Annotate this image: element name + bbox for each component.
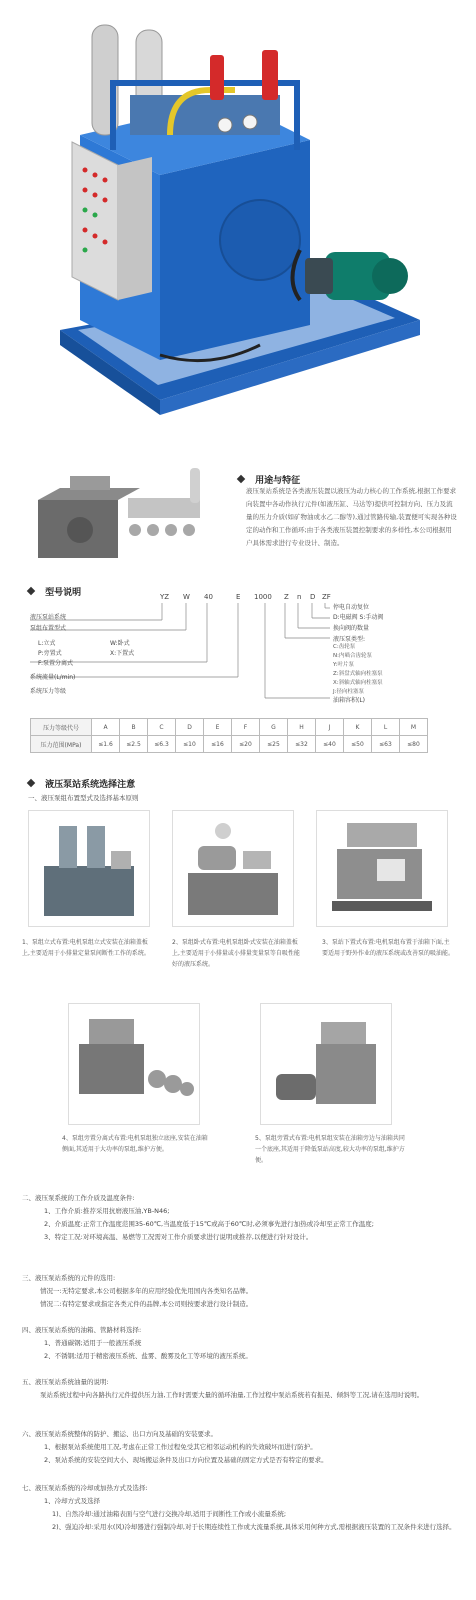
code-zf: ZF [322,593,331,601]
caption-4: 4、泵组旁置分离式布置:电机泵组独立底座,安装在油箱侧面,其适用于大功率的泵组,维护方便。 [62,1135,208,1153]
table-row [31,736,428,753]
sec2-item-3: 3、特定工况:对环境高温、易燃等工况需对工作介质要求进行说明或推荐,以便进行针对设计。 [44,1233,313,1241]
table-cell: ≤1.6 [92,736,120,753]
table-cell: 压力等级代号 [31,719,92,736]
model-right-0: 停电自动复位 [333,604,370,611]
table-cell: 压力范围(MPa) [31,736,92,753]
sec5 [22,1376,462,1402]
table-cell: ≤80 [400,736,428,753]
table-cell: A [92,719,120,736]
table-cell: ≤50 [344,736,372,753]
table-row [31,719,428,736]
model-option-f: F:泵置分离式 [38,660,74,667]
model-right-1: D:电磁阀 S:手动阀 [333,614,384,621]
sec4-title: 四、液压泵站系统的油箱、管路材料选择: [22,1326,142,1334]
notes-heading [28,772,135,791]
sec4 [22,1324,462,1363]
code-w: W [183,593,190,601]
model-option-x: X:下置式 [110,650,135,657]
table-cell: ≤63 [372,736,400,753]
code-40: 40 [204,593,213,601]
pump-type-c: C:齿轮泵 [333,644,356,650]
model-label-system: 液压泵站系统 [30,614,67,621]
model-right-2: 换向阀的数量 [333,625,370,632]
sec2-title: 二、液压泵系统的工作介质及温度条件: [22,1194,135,1202]
sec6-title: 六、液压泵站系统整体的防护、搬运、出口方向及基础的安装要求。 [22,1430,217,1438]
table-cell: C [148,719,176,736]
sec5-title: 五、液压泵站系统油量的说明: [22,1378,109,1386]
hero-product-image [0,0,476,450]
table-cell: ≤6.3 [148,736,176,753]
table-cell: F [232,719,260,736]
features-title: 用途与特征 [255,476,301,486]
sec3-item-2: 情况二:有特定要求或指定各类元件的品牌,本公司则按要求进行设计制造。 [40,1300,253,1308]
notes-title: 液压泵站系统选择注意 [45,780,136,790]
photo-vertical-layout [28,810,150,927]
sec4-item-2: 2、不锈钢;适用于精密液压系统、盐雾、酸雾及化工等环境的液压系统。 [44,1352,252,1360]
model-label-flow: 系统流量(L/min) [30,674,76,681]
table-cell: ≤16 [204,736,232,753]
pump-type-y: Y:叶片泵 [333,662,354,668]
sec6-item-1: 1、根据泵站系统使用工况,考虑在正常工作过程免受其它相邻运动机构的失效破坏而进行防护。 [44,1443,317,1451]
model-right-tank: 油箱容积(L) [333,697,366,704]
table-cell: J [316,719,344,736]
table-cell: M [400,719,428,736]
sec7-item-2: 1)、自然冷却:通过油箱表面与空气进行交换冷却,适用于间断性工作或小流量系统; [52,1510,287,1518]
model-label-pressure: 系统压力等级 [30,688,67,695]
pump-type-n: N:内啮合齿轮泵 [333,653,372,659]
model-option-l: L:立式 [38,640,56,647]
hydraulic-station-illustration [0,0,476,450]
table-cell: ≤2.5 [120,736,148,753]
photo-under-layout [316,810,448,927]
table-cell: ≤32 [288,736,316,753]
table-cell: ≤25 [260,736,288,753]
sec2 [22,1192,462,1244]
photo-separate-layout [68,1003,200,1125]
table-cell: B [120,719,148,736]
sec7-item-1: 1、冷却方式及选择 [44,1497,101,1505]
pressure-table [30,718,428,753]
table-cell: K [344,719,372,736]
sec2-item-2: 2、介质温度:正常工作温度范围35-60℃,当温度低于15℃或高于60℃时,必须事先进行加热或冷却至正常工作温度; [44,1220,374,1228]
diamond-bullet-icon [27,778,35,786]
pump-type-z: Z:斜盘式轴向柱塞泵 [333,671,383,677]
model-pump-types [333,643,383,697]
photo-horizontal-layout [172,810,294,927]
sec4-item-1: 1、普通碳钢;适用于一般液压系统 [44,1339,142,1347]
model-title: 型号说明 [45,588,82,598]
model-right-3: 液压泵类型: [333,636,366,643]
code-1000: 1000 [254,593,272,601]
model-label-layout: 泵组布置型式 [30,625,67,632]
sec3-title: 三、液压泵站系统的元件的选用: [22,1274,116,1282]
table-cell: H [288,719,316,736]
caption-1: 1、泵组立式布置:电机泵组立式安装在油箱盖板上,主要适用于小排量定量泵间断性工作的系统。 [22,939,150,957]
features-photo [30,458,205,568]
code-n: n [297,593,302,601]
model-bracket-lines [0,600,476,710]
sec5-item-1: 泵站系统过程中向各路执行元件提供压力油,工作时需要大量的循环油量,工作过程中泵站系统若有振晃、倾斜等工况,请在选用时说明。 [40,1391,424,1399]
sec1-title: 一、液压泵组布置型式及选择基本原则 [28,794,139,802]
sec6-item-2: 2、泵站系统的安装空间大小、现场搬运条件及出口方向位置及基础的固定方式是否有特定的要求。 [44,1456,328,1464]
sec3-item-1: 情况一:无特定要求,本公司根据多年的应用经验优先用国内各类知名品牌。 [40,1287,253,1295]
features-text: 液压泵站系统是各类液压装置以液压为动力核心的工作系统,根据工作要求向装置中各动作执行元件(如液压缸、马达等)提供可控制方向、压力及流量的压力介质(如矿物油或水乙二醇等),通过管路传输,装置便可实现各种设定的动作和工作循环;由于各类液压装置控制要求的多样性,本公司根据用户具体需求进行专业设计、制造。 [246,487,457,547]
model-option-p: P:旁置式 [38,650,62,657]
code-yz: YZ [160,593,170,601]
table-cell: E [204,719,232,736]
sec7-item-3: 2)、强迫冷却:采用水(风)冷却器进行强制冷却,对于长期连续性工作或大流量系统,具体采用何种方式,需根据液压装置的工况条件来进行选择。 [52,1523,456,1531]
table-cell: D [176,719,204,736]
sec6 [22,1428,462,1467]
sec7-title: 七、液压泵站系统的冷却或加热方式及选择: [22,1484,148,1492]
table-cell: ≤40 [316,736,344,753]
sec7 [22,1482,462,1534]
table-cell: G [260,719,288,736]
table-cell: ≤20 [232,736,260,753]
diamond-bullet-icon [27,586,35,594]
code-d: D [310,593,316,601]
pump-type-x: X:斜轴式轴向柱塞泵 [333,680,383,686]
model-heading [28,580,81,599]
sec3 [22,1272,462,1311]
model-option-w: W:卧式 [110,640,130,647]
photo-side-layout [260,1003,392,1125]
table-cell: L [372,719,400,736]
caption-2: 2、泵组卧式布置:电机泵组卧式安装在油箱盖板上,主要适用于小排量或小排量变量泵等自吸性能好的液压系统。 [172,939,300,968]
code-z: Z [284,593,289,601]
diamond-bullet-icon [237,474,245,482]
caption-5: 5、泵组旁置式布置:电机泵组安装在油箱旁边与油箱共同一个底座,其适用于降低泵站高度,较大功率的泵组,维护方便。 [255,1135,405,1164]
caption-3: 3、泵站下置式布置:电机泵组布置于油箱下面,主要适用于野外作业的液压系统或改善泵的吸油能。 [322,939,455,957]
table-cell: ≤10 [176,736,204,753]
sec2-item-1: 1、工作介质:推荐采用抗磨液压油,YB-N46; [44,1207,170,1215]
pump-type-j: J:径向柱塞泵 [333,689,364,695]
code-e: E [236,593,241,601]
